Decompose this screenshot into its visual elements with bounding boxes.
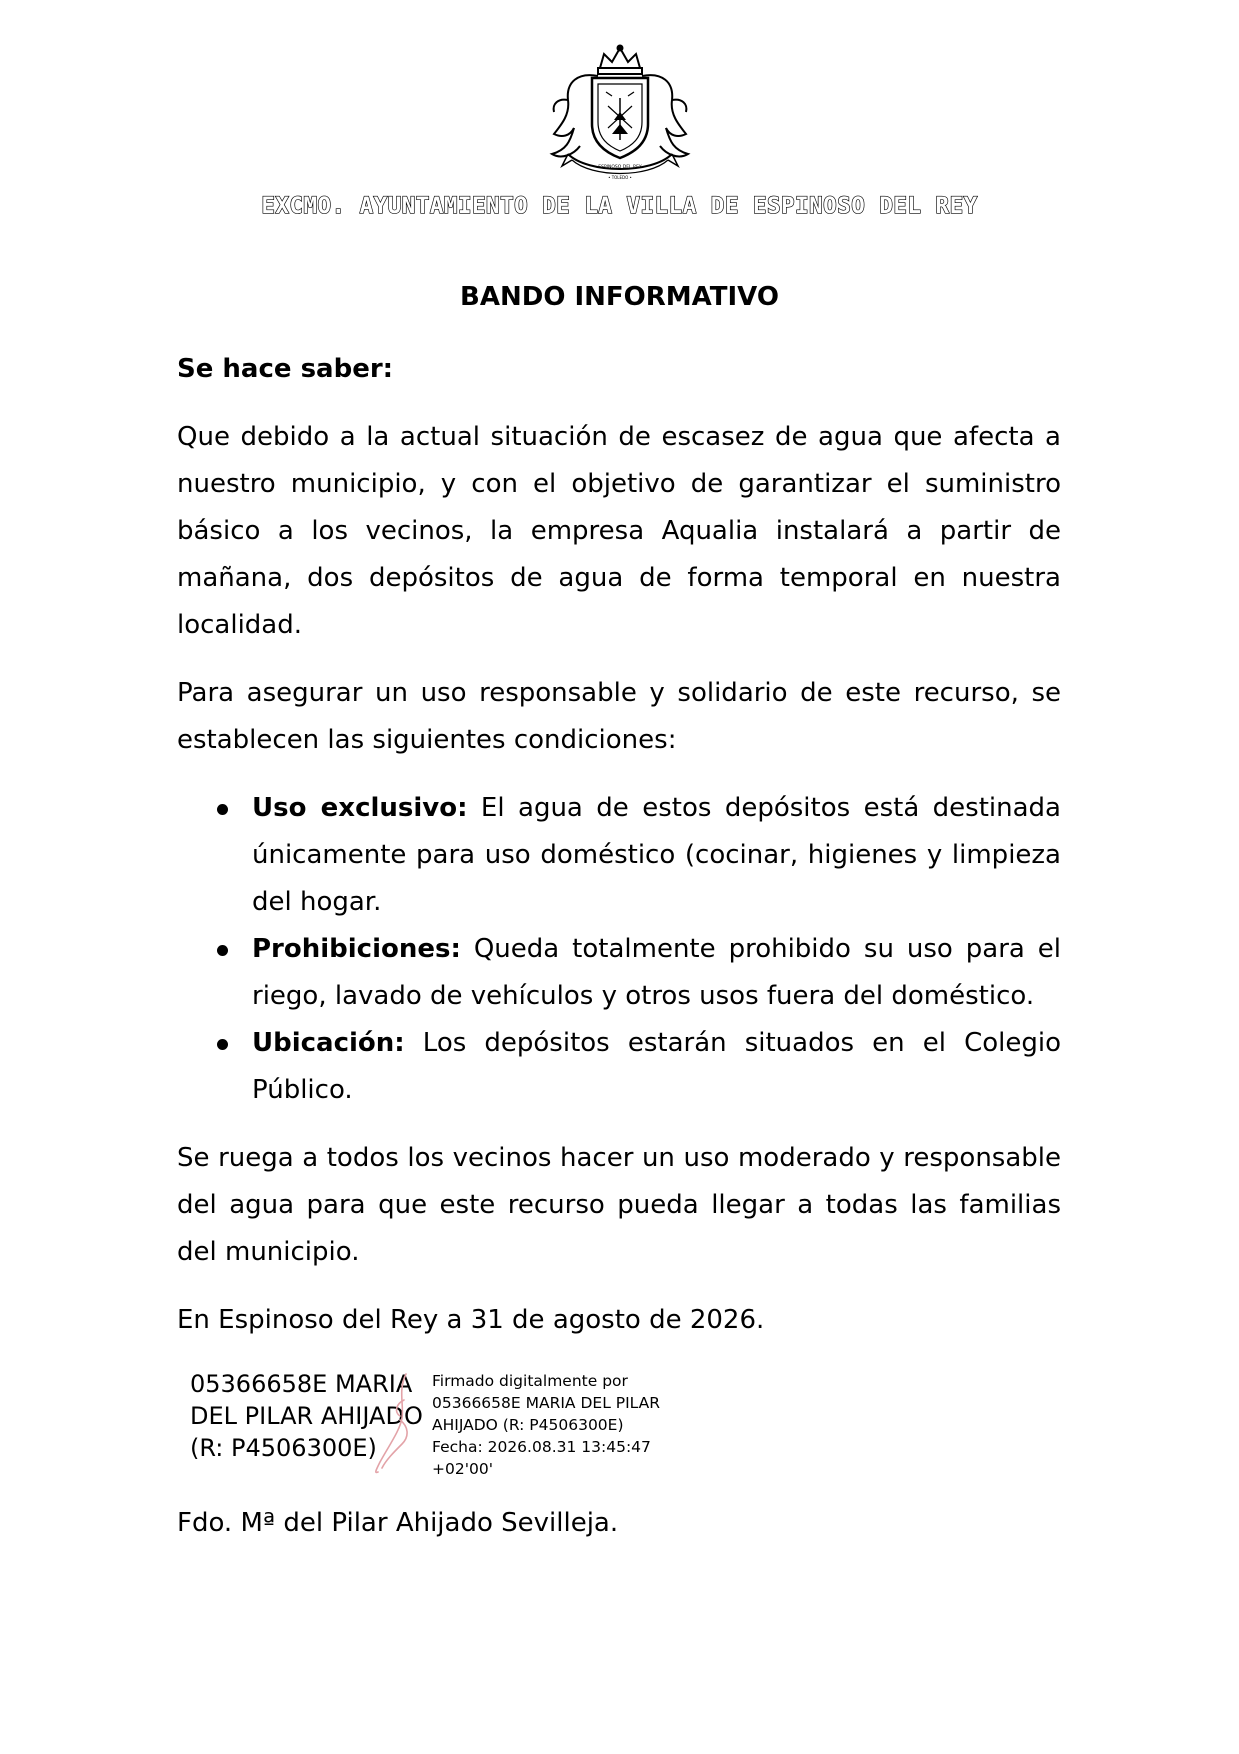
list-item <box>177 926 1061 1020</box>
bullet-icon <box>217 804 228 815</box>
signature-name-line: (R: P4506300E) <box>190 1434 377 1462</box>
svg-text:• TOLEDO •: • TOLEDO • <box>608 175 632 180</box>
signature-scribble-icon <box>368 1370 428 1476</box>
greeting: Se hace saber: <box>177 354 394 384</box>
paragraph-conditions-lead: Para asegurar un uso responsable y solidario de este recurso, se establecen las siguientes condiciones: <box>177 678 1061 755</box>
condition-text: Queda totalmente prohibido su uso para el riego, lavado de vehículos y otros usos fuera del doméstico. <box>252 934 1061 1011</box>
signature-detail-line: Fecha: 2026.08.31 13:45:47 <box>432 1438 651 1456</box>
svg-text:ESPINOSO DEL REY: ESPINOSO DEL REY <box>598 165 642 170</box>
signature-detail-line: 05366658E MARIA DEL PILAR <box>432 1394 661 1412</box>
signature-detail-line: +02'00' <box>432 1460 493 1478</box>
organization-name: EXCMO. AYUNTAMIENTO DE LA VILLA DE ESPINOSO DEL REY <box>261 193 978 219</box>
municipal-coat-of-arms-icon <box>548 42 692 180</box>
date-line: En Espinoso del Rey a 31 de agosto de 2026. <box>177 1305 765 1335</box>
bullet-icon <box>217 945 228 956</box>
paragraph-intro: Que debido a la actual situación de escasez de agua que afecta a nuestro municipio, y con el objetivo de garantizar el suministro básico a los vecinos, la empresa Aqualia instalará a partir de mañana, dos depósitos de agua de forma temporal en nuestra localidad. <box>177 422 1061 640</box>
document-body <box>177 346 1061 1344</box>
signature-name-line: DEL PILAR AHIJADO <box>190 1402 423 1430</box>
digital-signature <box>190 1368 710 1478</box>
signature-name-line: 05366658E MARIA <box>190 1370 413 1398</box>
list-item <box>177 785 1061 926</box>
condition-term: Uso exclusivo: <box>252 793 468 823</box>
condition-term: Ubicación: <box>252 1028 405 1058</box>
signature-details <box>432 1370 660 1480</box>
list-item <box>177 1020 1061 1114</box>
signature-detail-line: Firmado digitalmente por <box>432 1372 628 1390</box>
condition-text: El agua de estos depósitos está destinada únicamente para uso doméstico (cocinar, higienes y limpieza del hogar. <box>252 793 1061 917</box>
document-title: BANDO INFORMATIVO <box>460 282 779 312</box>
condition-text: Los depósitos estarán situados en el Colegio Público. <box>252 1028 1061 1105</box>
bullet-icon <box>217 1039 228 1050</box>
signature-detail-line: AHIJADO (R: P4506300E) <box>432 1416 624 1434</box>
conditions-list <box>177 785 1061 1114</box>
condition-term: Prohibiciones: <box>252 934 461 964</box>
signer-name: Fdo. Mª del Pilar Ahijado Sevilleja. <box>177 1508 619 1538</box>
paragraph-closing: Se ruega a todos los vecinos hacer un uso moderado y responsable del agua para que este recurso pueda llegar a todas las familias del municipio. <box>177 1143 1061 1267</box>
